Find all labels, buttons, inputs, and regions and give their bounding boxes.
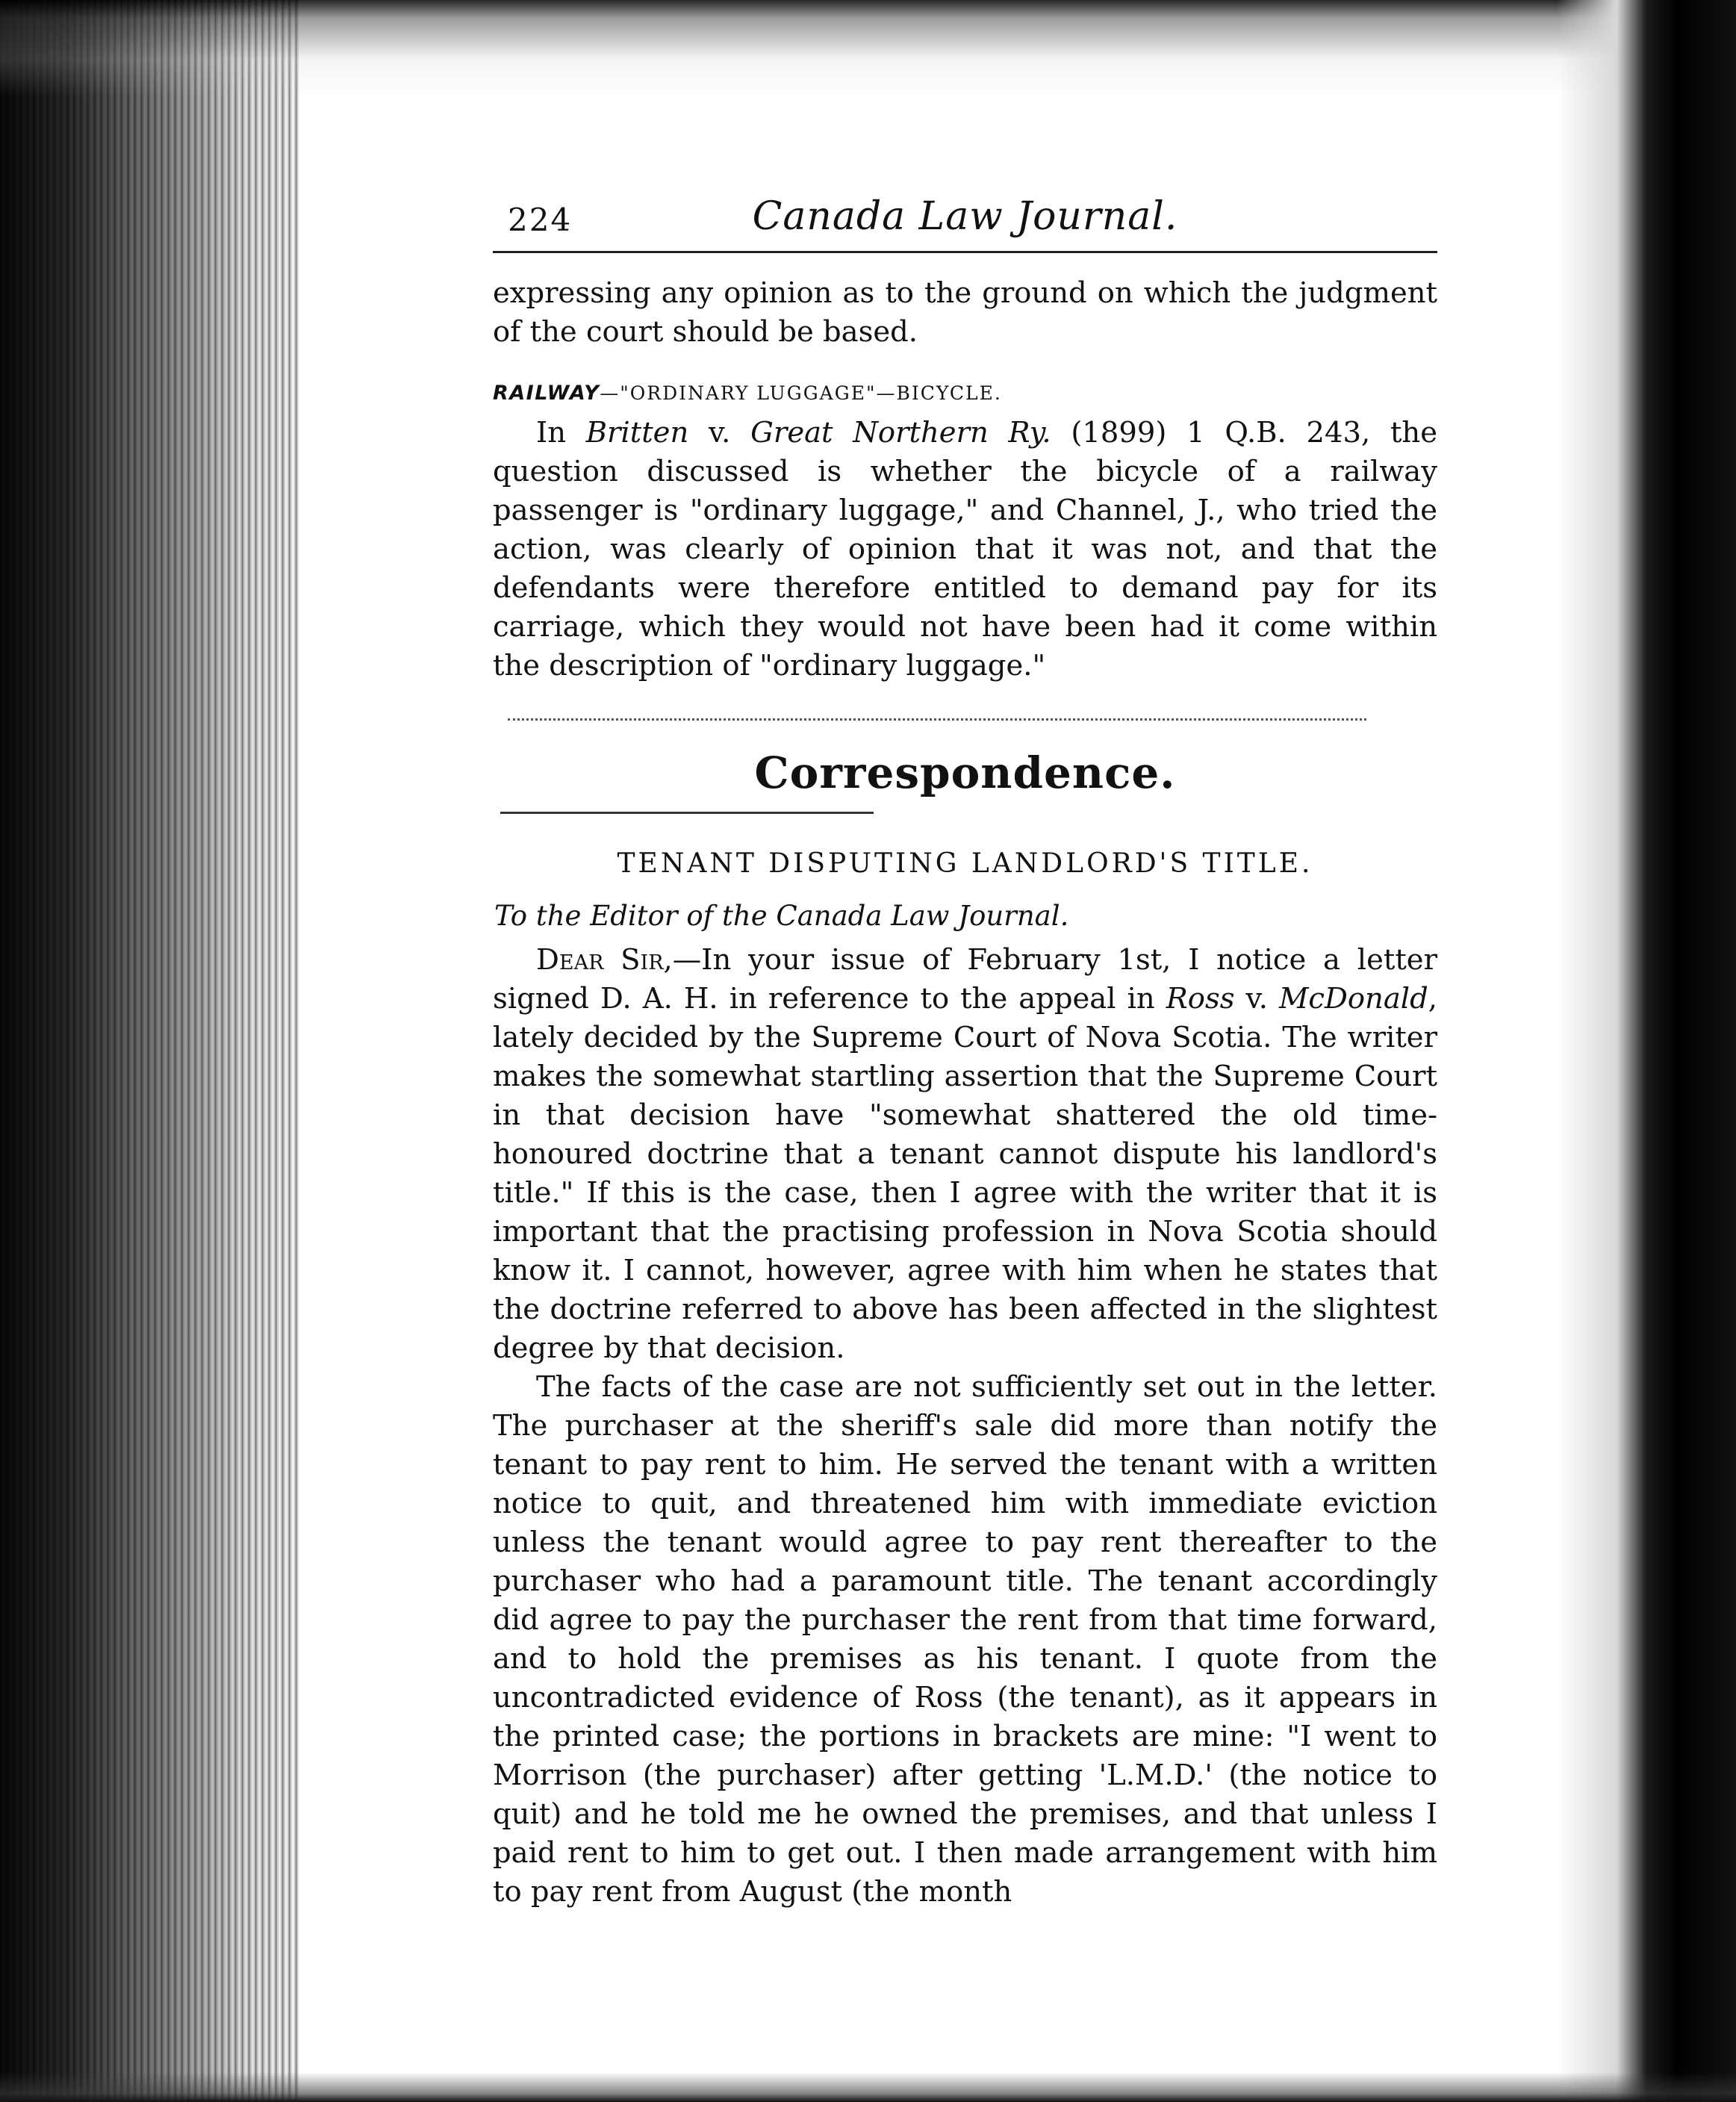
page-number: 224 <box>508 202 573 238</box>
letter-case-v: v. <box>1234 982 1279 1016</box>
case-name-ross: Ross <box>1166 982 1235 1016</box>
letter-para1-part2: , lately decided by the Supreme Court of Nova Scotia. The writer makes the somewhat startling assertion that the Supreme Court in that decision have "somewhat shattered the old time-honoured doctrine that a tenant cannot dispute his landlord's title." If this is the case, then I agree with the writer that it is important that the practising profession in Nova Scotia should know it. I cannot, however, agree with him when he states that the doctrine referred to above has been affected in the slightest degree by that decision. <box>493 982 1437 1365</box>
railway-paragraph-prefix: In <box>536 416 586 450</box>
header-rule <box>493 251 1437 253</box>
case-v: v. <box>688 416 751 450</box>
scan-shadow-bottom <box>0 2072 1736 2102</box>
letter-paragraph-1 <box>493 941 1437 1368</box>
letter-para1-part1: —In your issue of February 1st, I notice a letter signed D. A. H. in reference to the appeal in <box>493 943 1437 1016</box>
running-title: Canada Law Journal. <box>752 194 1178 239</box>
scan-shadow-left <box>0 0 299 2102</box>
page-header <box>493 179 1437 246</box>
railway-paragraph-text: (1899) 1 Q.B. 243, the question discussed is whether the bicycle of a railway passenger is "ordinary luggage," and Channel, J., who tried the action, was clearly of opinion that it was not, and that the defendants were therefore entitled to demand pay for its carriage, which they would not have been had it come within the description of "ordinary luggage." <box>493 416 1437 682</box>
scan-shadow-right <box>1557 0 1736 2102</box>
section-separator <box>508 718 1366 721</box>
railway-heading-rest: —"ORDINARY LUGGAGE"—BICYCLE. <box>600 382 1002 404</box>
letter-title: TENANT DISPUTING LANDLORD'S TITLE. <box>617 848 1313 879</box>
case-name-britten: Britten <box>585 416 689 450</box>
letter-addressee: To the Editor of the Canada Law Journal. <box>494 900 1069 932</box>
railway-section-heading <box>493 382 1437 405</box>
correspondence-rule <box>500 812 874 814</box>
case-name-great-northern: Great Northern Ry. <box>750 416 1051 450</box>
railway-paragraph <box>493 414 1437 685</box>
case-name-mcdonald: McDonald <box>1279 982 1428 1016</box>
railway-heading-main: RAILWAY <box>493 382 600 405</box>
letter-salutation: Dear Sir, <box>536 943 673 977</box>
scan-shadow-top <box>0 0 1736 97</box>
journal-page <box>493 179 1437 1912</box>
correspondence-title: Correspondence. <box>754 747 1176 798</box>
letter-paragraph-2: The facts of the case are not sufficiently set out in the letter. The purchaser at the sheriff's sale did more than notify the tenant to pay rent to him. He served the tenant with a written notice to quit, and threatened him with immediate eviction unless the tenant would agree to pay rent thereafter to the purchaser who had a paramount title. The tenant accordingly did agree to pay the purchaser the rent from that time forward, and to hold the premises as his tenant. I quote from the uncontradicted evidence of Ross (the tenant), as it appears in the printed case; the portions in brackets are mine: "I went to Morrison (the purchaser) after getting 'L.M.D.' (the notice to quit) and he told me he owned the premises, and that unless I paid rent to him to get out. I then made arrangement with him to pay rent from August (the month <box>493 1370 1437 1909</box>
opening-paragraph: expressing any opinion as to the ground on which the judgment of the court should be based. <box>493 276 1437 349</box>
